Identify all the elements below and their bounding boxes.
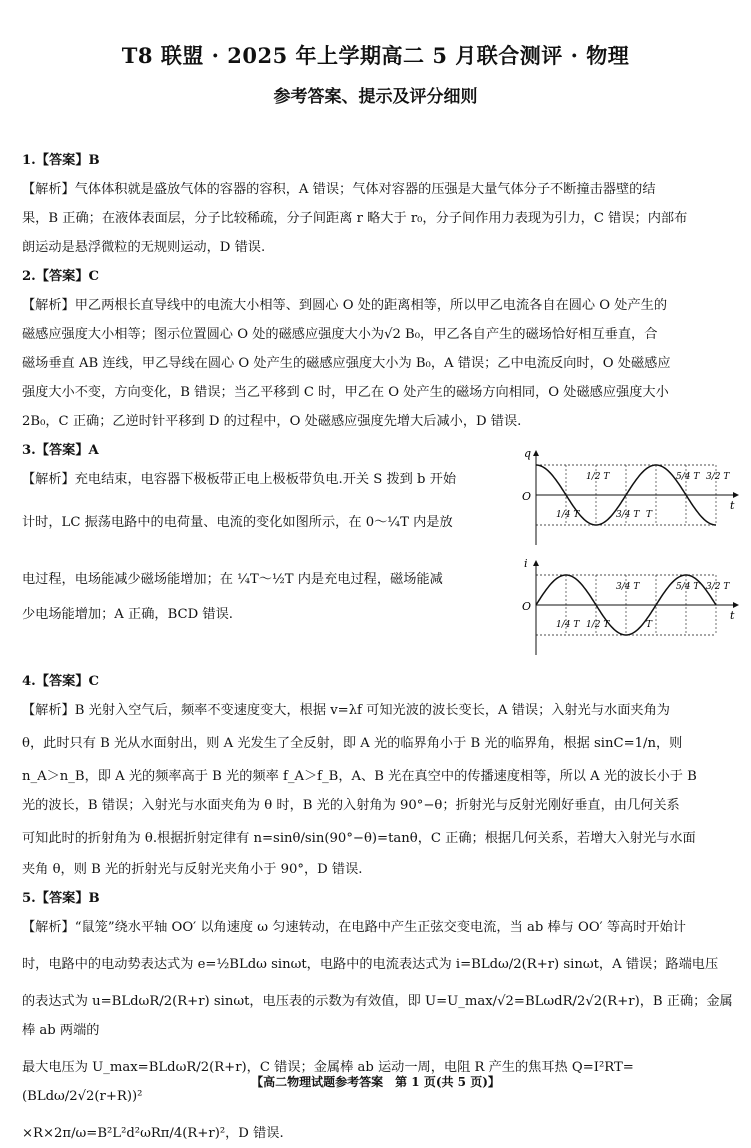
question-3-line-1: 【解析】充电结束，电容器下极板带正电上极板带负电.开关 S 拨到 b 开始 — [22, 472, 457, 487]
charge-tick-label: T — [646, 510, 653, 520]
question-5 — [22, 884, 734, 1148]
question-1-line-2: 果，B 正确；在液体表面层，分子比较稀疏，分子间距离 r 略大于 r₀，分子间作用力表现为引力，C 错误；内部布 — [22, 211, 688, 226]
current-tick-label: 3/4 T — [616, 582, 640, 592]
question-1-line-3: 朗运动是悬浮微粒的无规则运动，D 错误. — [22, 240, 266, 255]
question-1 — [22, 146, 734, 262]
question-5-line-5: ×R×2π/ω=B²L²d²ωRπ/4(R+r)²，D 错误. — [22, 1126, 284, 1141]
question-3-line-4: 少电场能增加；A 正确，BCD 错误. — [22, 607, 233, 622]
charge-tick-label: 3/2 T — [706, 472, 730, 482]
charge-tick-label: 1/2 T — [586, 472, 610, 482]
question-4-line-6: 夹角 θ，则 B 光的折射光与反射光夹角小于 90°，D 错误. — [22, 862, 363, 877]
question-5-line-2: 时，电路中的电动势表达式为 e=½BLdω sinωt，电路中的电流表达式为 i=BLdω/2(R+r) sinωt，A 错误；路端电压 — [22, 957, 719, 972]
question-4-line-1: 【解析】B 光射入空气后，频率不变速度变大，根据 v=λf 可知光波的波长变长，A 错误；入射光与水面夹角为 — [22, 703, 670, 718]
question-4 — [22, 667, 734, 884]
question-4-line-5: 可知此时的折射角为 θ.根据折射定律有 n=sinθ/sin(90°−θ)=tanθ，C 正确；根据几何关系，若增大入射光与水面 — [22, 831, 696, 846]
charge-axis-label: q — [524, 447, 532, 460]
charge-t-label: t — [730, 499, 735, 512]
charge-tick-label: 1/4 T — [556, 510, 580, 520]
charge-origin-label: O — [522, 490, 532, 503]
question-5-line-3: 的表达式为 u=BLdωR/2(R+r) sinωt，电压表的示数为有效值，即 U=U_max/√2=BLωdR/2√2(R+r)，B 正确；金属棒 ab 两端的 — [22, 994, 733, 1038]
question-5-line-1: 【解析】“鼠笼”绕水平轴 OO′ 以角速度 ω 匀速转动，在电路中产生正弦交变电流，当 ab 棒与 OO′ 等高时开始计 — [22, 920, 686, 935]
current-axis-label: i — [524, 557, 528, 570]
question-3 — [22, 436, 734, 667]
current-t-label: t — [730, 609, 735, 622]
current-tick-label: 5/4 T — [676, 582, 700, 592]
question-2-answer: 2.【答案】C — [22, 269, 100, 284]
question-2-line-5: 2B₀，C 正确；乙逆时针平移到 D 的过程中，O 处磁感应强度先增大后减小，D 错误. — [22, 414, 522, 429]
page-title: T8 联盟 · 2025 年上学期高二 5 月联合测评 · 物理 — [121, 43, 630, 68]
question-4-line-4: 光的波长，B 错误；入射光与水面夹角为 θ 时，B 光的入射角为 90°−θ；折射光与反射光刚好垂直，由几何关系 — [22, 798, 680, 813]
page-footer: 【高二物理试题参考答案 第 1 页(共 5 页)】 — [251, 1075, 500, 1089]
current-tick-label: T — [646, 620, 653, 630]
charge-tick-label: 3/4 T — [616, 510, 640, 520]
question-3-answer: 3.【答案】A — [22, 443, 99, 458]
current-tick-label: 3/2 T — [706, 582, 730, 592]
question-1-line-1: 【解析】气体体积就是盛放气体的容器的容积，A 错误；气体对容器的压强是大量气体分子不断撞击器壁的结 — [22, 182, 656, 197]
question-3-line-2: 计时，LC 振荡电路中的电荷量、电流的变化如图所示，在 0～¼T 内是放 — [22, 515, 453, 530]
question-2-line-3: 磁场垂直 AB 连线，甲乙导线在圆心 O 处产生的磁感应强度大小为 B₀，A 错误；乙中电流反向时，O 处磁感应 — [22, 356, 671, 371]
charge-tick-label: 5/4 T — [676, 472, 700, 482]
question-5-line-4: 最大电压为 U_max=BLdωR/2(R+r)，C 错误；金属棒 ab 运动一周，电阻 R 产生的焦耳热 Q=I²RT=(BLdω/2√2(r+R))² — [22, 1060, 634, 1104]
question-1-answer: 1.【答案】B — [22, 153, 100, 168]
question-2-line-2: 磁感应强度大小相等；图示位置圆心 O 处的磁感应强度大小为√2 B₀，甲乙各自产生的磁场恰好相互垂直，合 — [22, 327, 658, 342]
question-5-answer: 5.【答案】B — [22, 891, 100, 906]
answer-content — [22, 146, 734, 1148]
lc-oscillation-graphs — [516, 445, 742, 655]
current-tick-label: 1/4 T — [556, 620, 580, 630]
question-2-line-4: 强度大小不变，方向变化，B 错误；当乙平移到 C 时，甲乙在 O 处产生的磁场方向相同，O 处磁感应强度大小 — [22, 385, 669, 400]
question-2-line-1: 【解析】甲乙两根长直导线中的电流大小相等、到圆心 O 处的距离相等，所以甲乙电流各自在圆心 O 处产生的 — [22, 298, 668, 313]
current-tick-label: 1/2 T — [586, 620, 610, 630]
question-4-line-2: θ，此时只有 B 光从水面射出，则 A 光发生了全反射，即 A 光的临界角小于 B 光的临界角，根据 sinC=1/n，则 — [22, 736, 683, 751]
charge-graph — [522, 447, 738, 545]
question-3-line-3: 电过程，电场能减少磁场能增加；在 ¼T～½T 内是充电过程，磁场能减 — [22, 572, 443, 587]
current-graph — [522, 557, 738, 655]
page-subtitle: 参考答案、提示及评分细则 — [273, 87, 478, 107]
question-4-answer: 4.【答案】C — [22, 674, 100, 689]
question-2 — [22, 262, 734, 436]
current-origin-label: O — [522, 600, 532, 613]
question-4-line-3: n_A＞n_B，即 A 光的频率高于 B 光的频率 f_A＞f_B，A、B 光在真空中的传播速度相等，所以 A 光的波长小于 B — [22, 769, 697, 784]
